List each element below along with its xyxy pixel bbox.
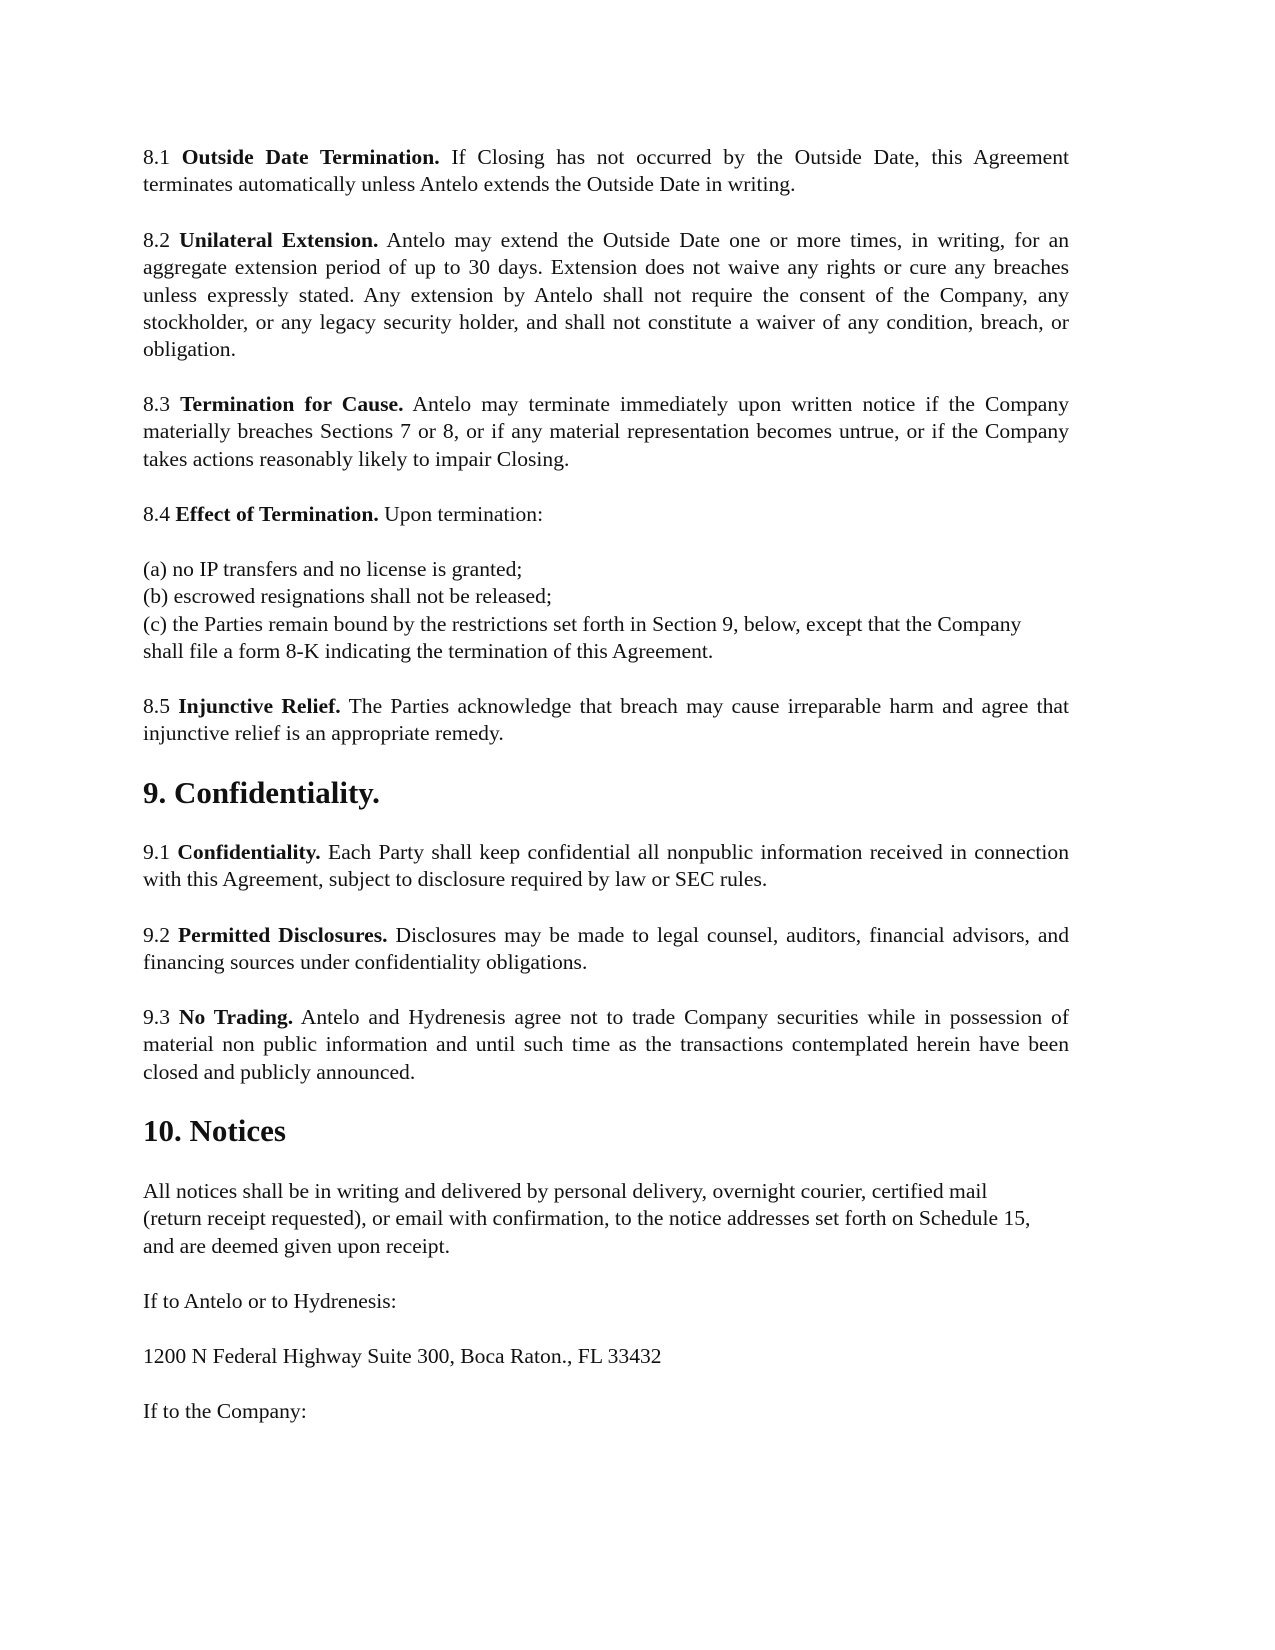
section-title: Injunctive Relief. xyxy=(178,694,341,718)
heading-confidentiality: 9. Confidentiality. xyxy=(143,775,380,810)
section-number: 8.4 xyxy=(143,502,170,526)
section-title: Effect of Termination. xyxy=(175,502,379,526)
list-item: (a) no IP transfers and no license is granted; xyxy=(143,557,523,581)
section-text: Disclosures may be made to legal counsel, auditors, financial advisors, and financing sources under confidentiality obligations. xyxy=(143,923,1070,975)
section-number: 9.2 xyxy=(143,923,170,947)
section-8-2 xyxy=(143,227,1069,363)
section-title: No Trading. xyxy=(178,1005,294,1029)
notice-recipient-antelo: If to Antelo or to Hydrenesis: xyxy=(143,1289,397,1313)
section-text: Each Party shall keep confidential all nonpublic information received in connection with this Agreement, subject to disclosure required by law or SEC rules. xyxy=(143,840,1069,892)
section-number: 9.1 xyxy=(143,840,170,864)
section-9-1 xyxy=(143,839,1069,894)
notices-paragraph: All notices shall be in writing and delivered by personal delivery, overnight courier, certified mail (return receipt requested), or email with confirmation, to the notice addresses set forth on Schedule 15, and are deemed given upon receipt. xyxy=(143,1179,1031,1258)
section-number: 8.5 xyxy=(143,694,170,718)
section-text: If Closing has not occurred by the Outside Date, this Agreement terminates automatically unless Antelo extends the Outside Date in writing. xyxy=(143,145,1070,197)
notice-address: 1200 N Federal Highway Suite 300, Boca Raton., FL 33432 xyxy=(143,1344,662,1368)
section-9-3 xyxy=(143,1004,1069,1086)
notice-recipient-company: If to the Company: xyxy=(143,1399,307,1423)
section-number: 8.1 xyxy=(143,145,170,169)
list-item: (c) the Parties remain bound by the restrictions set forth in Section 9, below, except that the Company shall file a form 8-K indicating the termination of this Agreement. xyxy=(143,611,1022,663)
section-text: Antelo may terminate immediately upon written notice if the Company materially breaches Sections 7 or 8, or if any material representation becomes untrue, or if the Company takes actions reasonably likely to impair Closing. xyxy=(143,392,1069,471)
section-title: Permitted Disclosures. xyxy=(177,923,388,947)
section-text: Antelo may extend the Outside Date one or more times, in writing, for an aggregate extension period of up to 30 days. Extension does not waive any rights or cure any breaches unless expressly stated. Any extension by Antelo shall not require the consent of the Company, any stockholder, or any legacy security holder, and shall not constitute a waiver of any condition, breach, or obligation. xyxy=(143,228,1069,362)
section-title: Outside Date Termination. xyxy=(181,145,440,169)
section-9-2 xyxy=(143,922,1069,977)
list-item: (b) escrowed resignations shall not be released; xyxy=(143,584,552,609)
termination-effects-list xyxy=(143,556,1043,665)
section-8-5 xyxy=(143,693,1069,748)
section-title: Confidentiality. xyxy=(177,840,321,864)
section-number: 9.3 xyxy=(143,1005,170,1029)
section-title: Unilateral Extension. xyxy=(179,228,379,252)
section-title: Termination for Cause. xyxy=(180,392,404,416)
section-text: Antelo and Hydrenesis agree not to trade Company securities while in possession of material non public information and until such time as the transactions contemplated herein have been closed and publicly announced. xyxy=(143,1005,1070,1084)
section-8-1 xyxy=(143,144,1069,199)
section-text: The Parties acknowledge that breach may cause irreparable harm and agree that injunctive relief is an appropriate remedy. xyxy=(143,694,1070,746)
section-text: Upon termination: xyxy=(384,502,544,526)
section-8-3 xyxy=(143,391,1069,473)
section-number: 8.2 xyxy=(143,228,170,252)
section-8-4 xyxy=(143,501,1069,528)
heading-notices: 10. Notices xyxy=(143,1113,286,1148)
section-number: 8.3 xyxy=(143,392,170,416)
